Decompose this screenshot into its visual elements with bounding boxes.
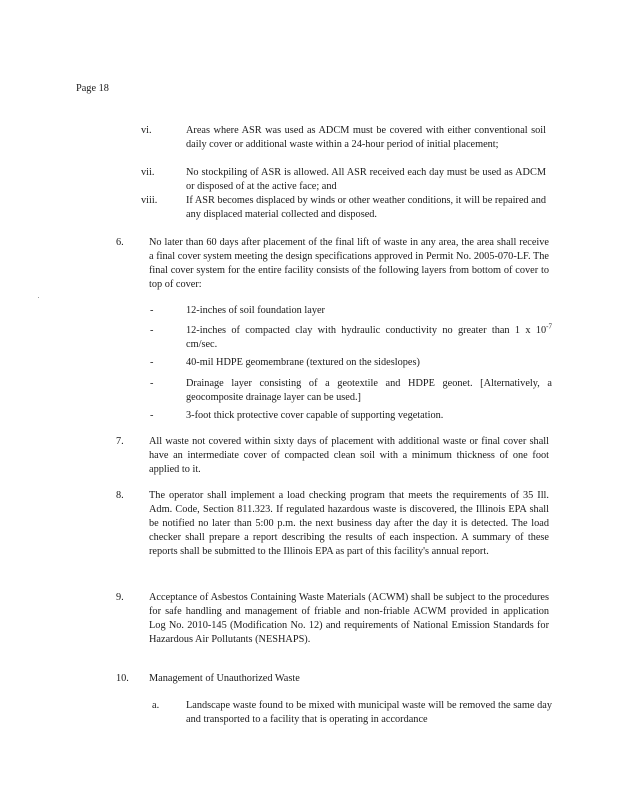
list-number: vii. [141,167,155,178]
list-item: Landscape waste found to be mixed with municipal waste will be removed the same day and transported to a facility that is operating in accordance [186,700,552,725]
list-item: No stockpiling of ASR is allowed. All ASR received each day must be used as ADCM or disposed of at the active face; and [186,167,546,192]
list-item: Drainage layer consisting of a geotextile and HDPE geonet. [Alternatively, a geocomposite drainage layer can be used.] [186,378,552,403]
item-number: 10. [116,673,129,684]
list-item: If ASR becomes displaced by winds or other weather conditions, it will be repaired and any displaced material collected and disposed. [186,195,547,220]
bullet-marker: - [150,325,154,336]
item-number: 6. [116,237,124,248]
list-item-text: cm/sec. [186,339,218,350]
list-number: vi. [141,125,152,136]
item-number: 8. [116,490,124,501]
exponent: -7 [546,322,552,331]
page-number: Page 18 [76,83,109,94]
scan-speck [38,297,39,298]
bullet-marker: - [150,378,154,389]
item-number: 7. [116,436,124,447]
paragraph: No later than 60 days after placement of the final lift of waste in any area, the area shall receive a final cover system meeting the design specifications approved in Permit No. 2005-070-LF. The final cover system for the entire facility consists of the following layers from bottom of cover to top of cover: [149,237,549,290]
list-number: viii. [141,195,158,206]
paragraph: All waste not covered within sixty days of placement with additional waste or final cover shall have an intermediate cover of compacted clean soil with a minimum thickness of one foot applied to it. [149,436,549,475]
paragraph: The operator shall implement a load checking program that meets the requirements of 35 Ill. Adm. Code, Section 811.323. If regulated hazardous waste is discovered, the Illinois EPA shall be notified no later than 5:00 p.m. the next business day after the day it is detected. The load checker shall prepare a report describing the results of each inspection. A summary of these reports shall be submitted to the Illinois EPA as part of this facility's annual report. [149,490,549,557]
list-item-text: 12-inches of compacted clay with hydraulic conductivity no greater than 1 x 10 [186,325,547,336]
list-item: Areas where ASR was used as ADCM must be covered with either conventional soil daily cover or additional waste within a 24-hour period of initial placement; [186,125,546,150]
bullet-marker: - [150,410,154,421]
list-item [186,324,552,352]
paragraph: Acceptance of Asbestos Containing Waste Materials (ACWM) shall be subject to the procedures for safe handling and management of friable and non-friable ACWM provided in application Log No. 2010-145 (Modification No. 12) and requirements of National Emission Standards for Hazardous Air Pollutants (NESHAPS). [149,592,549,645]
list-letter: a. [152,700,160,711]
list-item: 40-mil HDPE geomembrane (textured on the sideslopes) [186,357,420,368]
section-heading: Management of Unauthorized Waste [149,673,300,684]
bullet-marker: - [150,357,154,368]
item-number: 9. [116,592,124,603]
list-item: 12-inches of soil foundation layer [186,305,325,316]
bullet-marker: - [150,305,154,316]
list-item: 3-foot thick protective cover capable of supporting vegetation. [186,410,444,421]
